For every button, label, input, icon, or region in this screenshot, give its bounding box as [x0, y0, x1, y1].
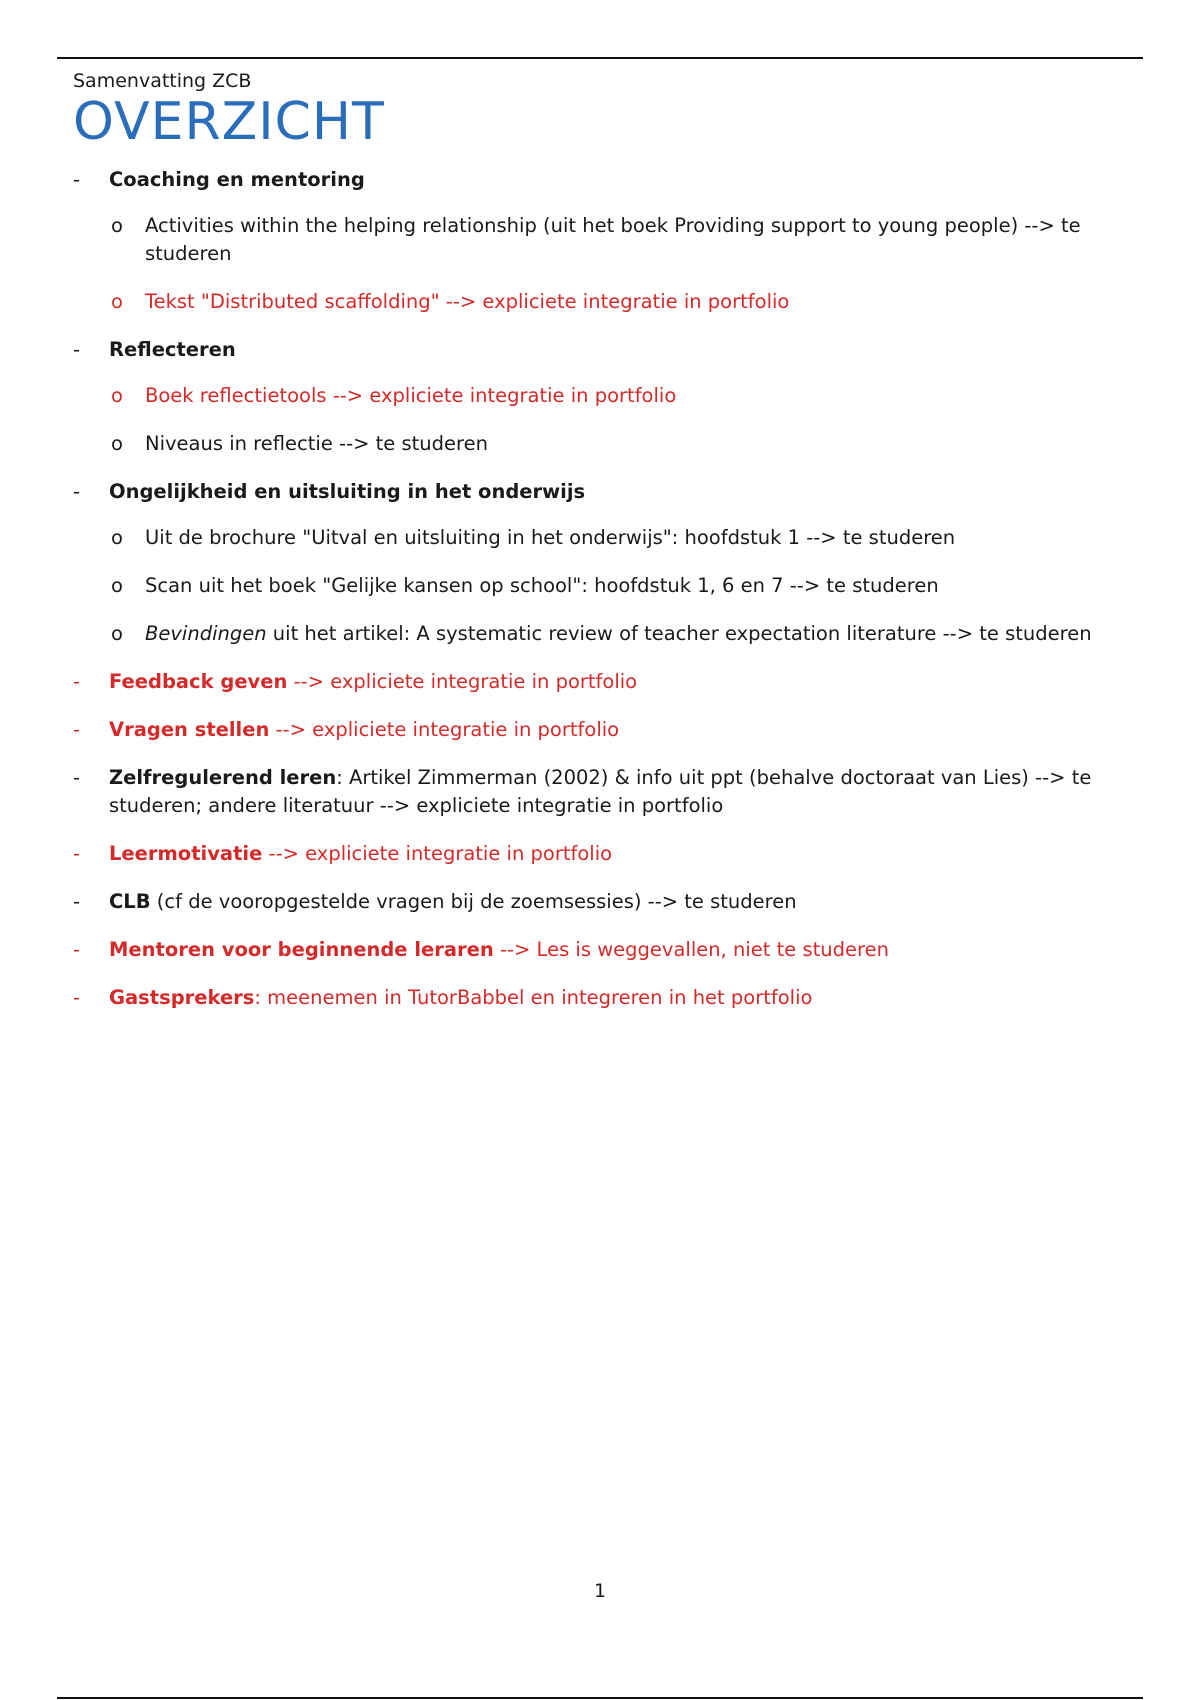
circle-bullet: o — [111, 214, 123, 237]
circle-bullet: o — [111, 384, 123, 407]
list-item-mentoren — [73, 936, 1133, 964]
dash-bullet: - — [73, 168, 81, 191]
page-title: OVERZICHT — [73, 92, 385, 152]
sub-list-item — [73, 288, 1133, 316]
sub-item-text: Uit de brochure "Uitval en uitsluiting in het onderwijs": hoofdstuk 1 --> te studeren — [145, 526, 956, 549]
item-bold-label: Mentoren voor beginnende leraren — [109, 938, 494, 961]
item-text: --> expliciete integratie in portfolio — [262, 842, 613, 865]
sub-list-item — [73, 572, 1133, 600]
dash-bullet: - — [73, 986, 81, 1009]
dash-bullet: - — [73, 842, 81, 865]
list-item-reflecteren — [73, 336, 1133, 458]
item-bold-label: Leermotivatie — [109, 842, 263, 865]
list-item-coaching — [73, 166, 1133, 316]
top-rule — [57, 57, 1143, 59]
document-body — [73, 70, 1133, 1032]
sub-list-item — [73, 620, 1133, 648]
list-item-feedback — [73, 668, 1133, 696]
item-bold-label: Zelfregulerend leren — [109, 766, 337, 789]
item-text: --> Les is weggevallen, niet te studeren — [493, 938, 889, 961]
section-heading: Coaching en mentoring — [109, 168, 365, 191]
list-item-leermotivatie — [73, 840, 1133, 868]
sub-list — [109, 212, 1133, 316]
bottom-rule — [57, 1697, 1143, 1699]
item-text: (cf de vooropgestelde vragen bij de zoemsessies) --> te studeren — [150, 890, 797, 913]
list-item-gastsprekers — [73, 984, 1133, 1012]
sub-item-text: Boek reflectietools --> expliciete integratie in portfolio — [145, 384, 677, 407]
dash-bullet: - — [73, 338, 81, 361]
section-heading: Reflecteren — [109, 338, 236, 361]
item-text: --> expliciete integratie in portfolio — [269, 718, 620, 741]
section-heading: Ongelijkheid en uitsluiting in het onderwijs — [109, 480, 586, 503]
circle-bullet: o — [111, 574, 123, 597]
sub-list — [109, 382, 1133, 458]
item-text: --> expliciete integratie in portfolio — [287, 670, 638, 693]
item-bold-label: CLB — [109, 890, 151, 913]
sub-list-item — [73, 382, 1133, 410]
sub-item-text: Tekst "Distributed scaffolding" --> expliciete integratie in portfolio — [145, 290, 790, 313]
sub-item-text: uit het artikel: A systematic review of teacher expectation literature --> te studeren — [266, 622, 1092, 645]
sub-list-item — [73, 212, 1133, 268]
list-item-zelfregulerend — [73, 764, 1133, 820]
sub-item-text: Activities within the helping relationship (uit het boek Providing support to young people) --> te studeren — [145, 214, 1081, 265]
list-item-ongelijkheid — [73, 478, 1133, 648]
dash-bullet: - — [73, 766, 81, 789]
list-item-vragen — [73, 716, 1133, 744]
circle-bullet: o — [111, 622, 123, 645]
dash-bullet: - — [73, 670, 81, 693]
item-text: : meenemen in TutorBabbel en integreren in het portfolio — [254, 986, 813, 1009]
dash-bullet: - — [73, 938, 81, 961]
sub-list-item — [73, 430, 1133, 458]
dash-bullet: - — [73, 480, 81, 503]
circle-bullet: o — [111, 526, 123, 549]
sub-list-item — [73, 524, 1133, 552]
dash-bullet: - — [73, 890, 81, 913]
circle-bullet: o — [111, 432, 123, 455]
sub-list — [109, 524, 1133, 648]
list-item-clb — [73, 888, 1133, 916]
page-number: 1 — [593, 1580, 607, 1602]
item-bold-label: Feedback geven — [109, 670, 288, 693]
item-text: : Artikel Zimmerman (2002) & info uit ppt (behalve doctoraat van Lies) --> te studeren; andere literatuur --> expliciete integratie in portfolio — [109, 766, 1092, 817]
item-bold-label: Vragen stellen — [109, 718, 270, 741]
dash-bullet: - — [73, 718, 81, 741]
overview-list — [73, 166, 1133, 1012]
emphasis-text: Bevindingen — [145, 622, 267, 645]
circle-bullet: o — [111, 290, 123, 313]
sub-item-text: Niveaus in reflectie --> te studeren — [145, 432, 488, 455]
item-bold-label: Gastsprekers — [109, 986, 255, 1009]
document-subtitle: Samenvatting ZCB — [73, 70, 252, 92]
sub-item-text: Scan uit het boek "Gelijke kansen op school": hoofdstuk 1, 6 en 7 --> te studeren — [145, 574, 939, 597]
